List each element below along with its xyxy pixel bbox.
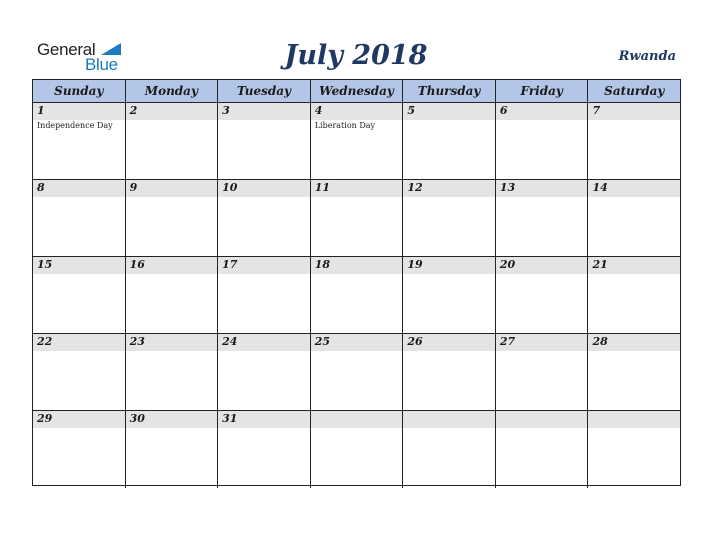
calendar-week-row bbox=[33, 180, 680, 257]
holiday-event: Liberation Day bbox=[314, 121, 376, 130]
day-number: 17 bbox=[222, 258, 238, 271]
country-label: Rwanda bbox=[618, 49, 676, 64]
day-header-bar bbox=[588, 411, 680, 428]
day-number: 13 bbox=[499, 181, 516, 194]
day-number: 24 bbox=[222, 335, 238, 348]
calendar-grid bbox=[32, 79, 681, 486]
calendar-day-cell bbox=[33, 180, 126, 256]
day-header-bar bbox=[311, 103, 403, 120]
day-number: 2 bbox=[129, 104, 138, 117]
calendar-day-cell bbox=[311, 257, 404, 333]
calendar-day-cell bbox=[218, 257, 311, 333]
day-header-bar bbox=[403, 411, 495, 428]
day-number: 28 bbox=[592, 335, 608, 348]
day-number: 20 bbox=[499, 258, 516, 271]
calendar-day-cell bbox=[33, 103, 126, 179]
calendar-day-cell bbox=[311, 180, 404, 256]
calendar-week-row bbox=[33, 411, 680, 488]
day-number: 8 bbox=[37, 181, 45, 194]
day-number: 31 bbox=[222, 412, 238, 425]
calendar-day-cell bbox=[403, 257, 496, 333]
day-number: 7 bbox=[592, 104, 601, 117]
day-number: 25 bbox=[314, 335, 331, 348]
calendar-day-cell bbox=[126, 257, 219, 333]
day-header-bar bbox=[33, 103, 125, 120]
calendar-day-cell bbox=[218, 411, 311, 488]
weekday-header: Sunday bbox=[33, 80, 126, 102]
weekday-header: Wednesday bbox=[311, 80, 404, 102]
day-header-bar bbox=[218, 103, 310, 120]
day-header-bar bbox=[33, 180, 125, 197]
day-number: 10 bbox=[222, 181, 238, 194]
calendar-day-cell bbox=[588, 180, 680, 256]
logo-text-general: General bbox=[37, 40, 96, 59]
day-header-bar bbox=[311, 411, 403, 428]
day-number: 26 bbox=[407, 335, 423, 348]
calendar-day-cell bbox=[218, 103, 311, 179]
day-number: 23 bbox=[129, 335, 145, 348]
day-number: 16 bbox=[129, 258, 145, 271]
calendar-day-cell bbox=[311, 411, 404, 488]
calendar-day-cell bbox=[403, 411, 496, 488]
calendar-day-cell bbox=[126, 334, 219, 410]
logo-text-blue: Blue bbox=[85, 55, 118, 74]
day-number: 4 bbox=[314, 104, 323, 117]
day-header-bar bbox=[496, 103, 588, 120]
day-number: 3 bbox=[222, 104, 230, 117]
weekday-header: Saturday bbox=[604, 84, 665, 98]
calendar-title: July 2018 bbox=[284, 40, 428, 71]
holiday-event: Independence Day bbox=[37, 121, 113, 130]
calendar-day-cell bbox=[33, 334, 126, 410]
day-number: 9 bbox=[129, 181, 138, 194]
day-header-bar bbox=[588, 103, 680, 120]
day-number: 30 bbox=[129, 412, 145, 425]
calendar-day-cell bbox=[218, 334, 311, 410]
calendar-day-cell bbox=[496, 334, 589, 410]
calendar-day-cell bbox=[311, 103, 404, 179]
day-number: 29 bbox=[37, 412, 53, 425]
day-number: 21 bbox=[592, 258, 608, 271]
day-number: 22 bbox=[37, 335, 53, 348]
day-number: 18 bbox=[314, 258, 331, 271]
day-header-bar bbox=[496, 411, 588, 428]
calendar-day-cell bbox=[496, 103, 589, 179]
calendar-day-cell bbox=[126, 180, 219, 256]
day-number: 1 bbox=[37, 104, 45, 117]
calendar-day-cell bbox=[33, 411, 126, 488]
calendar-day-cell bbox=[33, 257, 126, 333]
day-number: 12 bbox=[407, 181, 423, 194]
calendar-day-cell bbox=[588, 103, 680, 179]
weekday-header: Friday bbox=[496, 80, 589, 102]
calendar-day-cell bbox=[403, 180, 496, 256]
weekday-header: Thursday bbox=[403, 80, 496, 102]
day-number: 5 bbox=[407, 104, 415, 117]
day-header-bar bbox=[126, 180, 218, 197]
calendar-day-cell bbox=[588, 257, 680, 333]
day-number: 19 bbox=[407, 258, 423, 271]
calendar-day-cell bbox=[311, 334, 404, 410]
calendar-day-cell bbox=[403, 103, 496, 179]
calendar-day-cell bbox=[496, 411, 589, 488]
calendar-day-cell bbox=[126, 411, 219, 488]
weekday-header-row bbox=[33, 80, 680, 103]
weekday-header: Tuesday bbox=[218, 80, 311, 102]
day-number: 6 bbox=[499, 104, 508, 117]
day-header-bar bbox=[403, 103, 495, 120]
calendar-week-row bbox=[33, 334, 680, 411]
calendar-week-row bbox=[33, 103, 680, 180]
calendar-day-cell bbox=[403, 334, 496, 410]
day-number: 14 bbox=[592, 181, 608, 194]
calendar-day-cell bbox=[496, 257, 589, 333]
calendar-day-cell bbox=[126, 103, 219, 179]
weekday-header: Monday bbox=[126, 80, 219, 102]
calendar-day-cell bbox=[496, 180, 589, 256]
day-number: 11 bbox=[314, 181, 331, 194]
day-number: 27 bbox=[499, 335, 516, 348]
calendar-week-row bbox=[33, 257, 680, 334]
day-header-bar bbox=[126, 103, 218, 120]
day-number: 15 bbox=[37, 258, 53, 271]
calendar-day-cell bbox=[588, 411, 680, 488]
calendar-day-cell bbox=[588, 334, 680, 410]
calendar-day-cell bbox=[218, 180, 311, 256]
